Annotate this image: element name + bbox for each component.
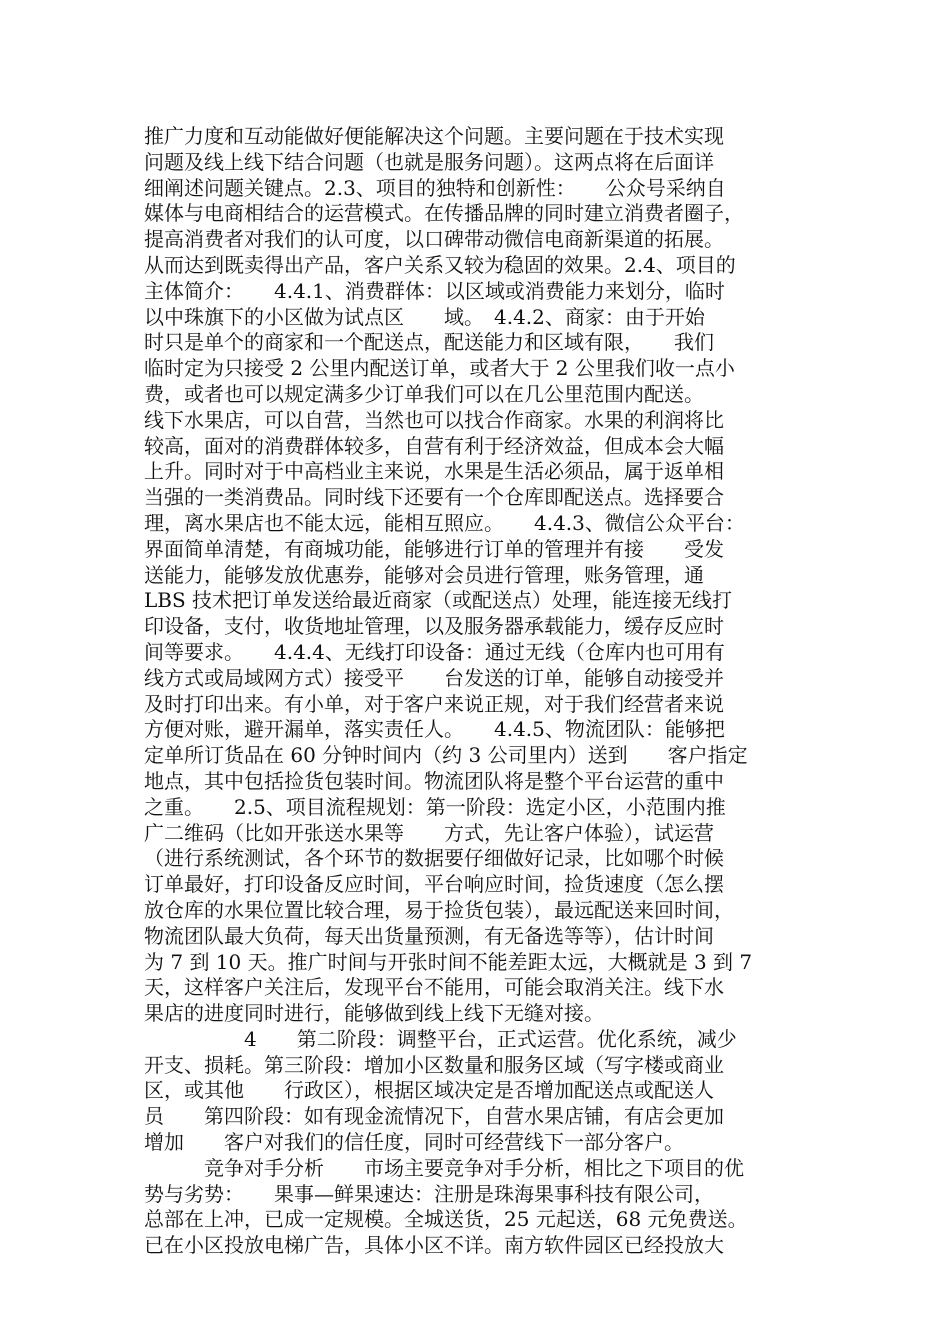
text-line: 细阐述问题关键点。2.3、项目的独特和创新性： 公众号采纳自	[144, 175, 726, 200]
text-line: 以中珠旗下的小区做为试点区 域。 4.4.2、商家：由于开始	[144, 304, 705, 329]
text-line: 已在小区投放电梯广告，具体小区不详。南方软件园区已经投放大	[144, 1233, 724, 1258]
text-line: 为 7 到 10 天。推广时间与开张时间不能差距太远，大概就是 3 到 7	[144, 949, 753, 974]
text-line: 总部在上冲，已成一定规模。全城送货，25 元起送，68 元免费送。	[144, 1207, 748, 1232]
text-line: 理，离水果店也不能太远，能相互照应。 4.4.3、微信公众平台：	[144, 510, 745, 535]
text-line: （进行系统测试，各个环节的数据要仔细做好记录，比如哪个时候	[144, 846, 724, 871]
text-line: 线方式或局域网方式）接受平 台发送的订单，能够自动接受并	[144, 665, 724, 690]
text-line: 广二维码（比如开张送水果等 方式，先让客户体验），试运营	[144, 820, 714, 845]
text-line: 推广力度和互动能做好便能解决这个问题。主要问题在于技术实现	[144, 124, 724, 148]
text-line: 印设备，支付，收货地址管理，以及服务器承载能力，缓存反应时	[144, 614, 724, 639]
text-line: LBS 技术把订单发送给最近商家（或配送点）处理，能连接无线打	[144, 588, 733, 613]
text-line: 放仓库的水果位置比较合理，易于捡货包装），最远配送来回时间，	[144, 897, 734, 922]
text-line: 媒体与电商相结合的运营模式。在传播品牌的同时建立消费者圈子，	[144, 201, 744, 226]
text-line: 线下水果店，可以自营，当然也可以找合作商家。水果的利润将比	[144, 407, 724, 432]
text-line: 及时打印出来。有小单，对于客户来说正规，对于我们经营者来说	[144, 691, 724, 716]
text-line: 主体简介： 4.4.1、消费群体：以区域或消费能力来划分，临时	[144, 278, 725, 303]
text-line: 上升。同时对于中高档业主来说，水果是生活必须品，属于返单相	[144, 459, 724, 484]
text-line: 提高消费者对我们的认可度，以口碑带动微信电商新渠道的拓展。	[144, 227, 724, 252]
text-line: 费，或者也可以规定满多少订单我们可以在几公里范围内配送。	[144, 381, 704, 406]
text-line: 势与劣势： 果事—鲜果速达：注册是珠海果事科技有限公司，	[144, 1181, 714, 1206]
text-line: 送能力，能够发放优惠券，能够对会员进行管理，账务管理，通	[144, 562, 704, 587]
text-line: 定单所订货品在 60 分钟时间内（约 3 公司里内）送到 客户指定	[144, 743, 748, 768]
text-line: 区，或其他 行政区），根据区域决定是否增加配送点或配送人	[144, 1078, 714, 1103]
text-line: 较高，面对的消费群体较多，自营有利于经济效益，但成本会大幅	[144, 433, 724, 458]
document-body	[144, 124, 824, 1259]
text-line: 当强的一类消费品。同时线下还要有一个仓库即配送点。选择要合	[144, 485, 724, 510]
text-line: 地点，其中包括捡货包装时间。物流团队将是整个平台运营的重中	[144, 768, 724, 793]
text-line: 方便对账，避开漏单，落实责任人。 4.4.5、物流团队：能够把	[144, 717, 725, 742]
text-line: 天，这样客户关注后，发现平台不能用，可能会取消关注。线下水	[144, 975, 724, 1000]
text-line: 问题及线上线下结合问题（也就是服务问题）。这两点将在后面详	[144, 149, 714, 174]
text-line: 从而达到既卖得出产品，客户关系又较为稳固的效果。2.4、项目的	[144, 252, 736, 277]
text-line: 物流团队最大负荷，每天出货量预测，有无备选等等），估计时间	[144, 923, 714, 948]
text-line: 4 第二阶段：调整平台，正式运营。优化系统，减少	[144, 1026, 737, 1051]
text-line: 果店的进度同时进行，能够做到线上线下无缝对接。	[144, 1001, 604, 1026]
text-line: 界面简单清楚，有商城功能，能够进行订单的管理并有接 受发	[144, 536, 724, 561]
text-line: 员 第四阶段：如有现金流情况下，自营水果店铺，有店会更加	[144, 1104, 724, 1129]
text-line: 竞争对手分析 市场主要竞争对手分析，相比之下项目的优	[144, 1155, 744, 1180]
text-line: 间等要求。 4.4.4、无线打印设备：通过无线（仓库内也可用有	[144, 639, 725, 664]
text-line: 增加 客户对我们的信任度，同时可经营线下一部分客户。	[144, 1130, 684, 1155]
text-line: 时只是单个的商家和一个配送点，配送能力和区域有限， 我们	[144, 330, 714, 355]
text-line: 订单最好，打印设备反应时间，平台响应时间，捡货速度（怎么摆	[144, 872, 724, 897]
text-line: 开支、损耗。第三阶段：增加小区数量和服务区域（写字楼或商业	[144, 1052, 724, 1077]
text-line: 之重。 2.5、项目流程规划：第一阶段：选定小区，小范围内推	[144, 794, 726, 819]
text-line: 临时定为只接受 2 公里内配送订单，或者大于 2 公里我们收一点小	[144, 356, 735, 381]
